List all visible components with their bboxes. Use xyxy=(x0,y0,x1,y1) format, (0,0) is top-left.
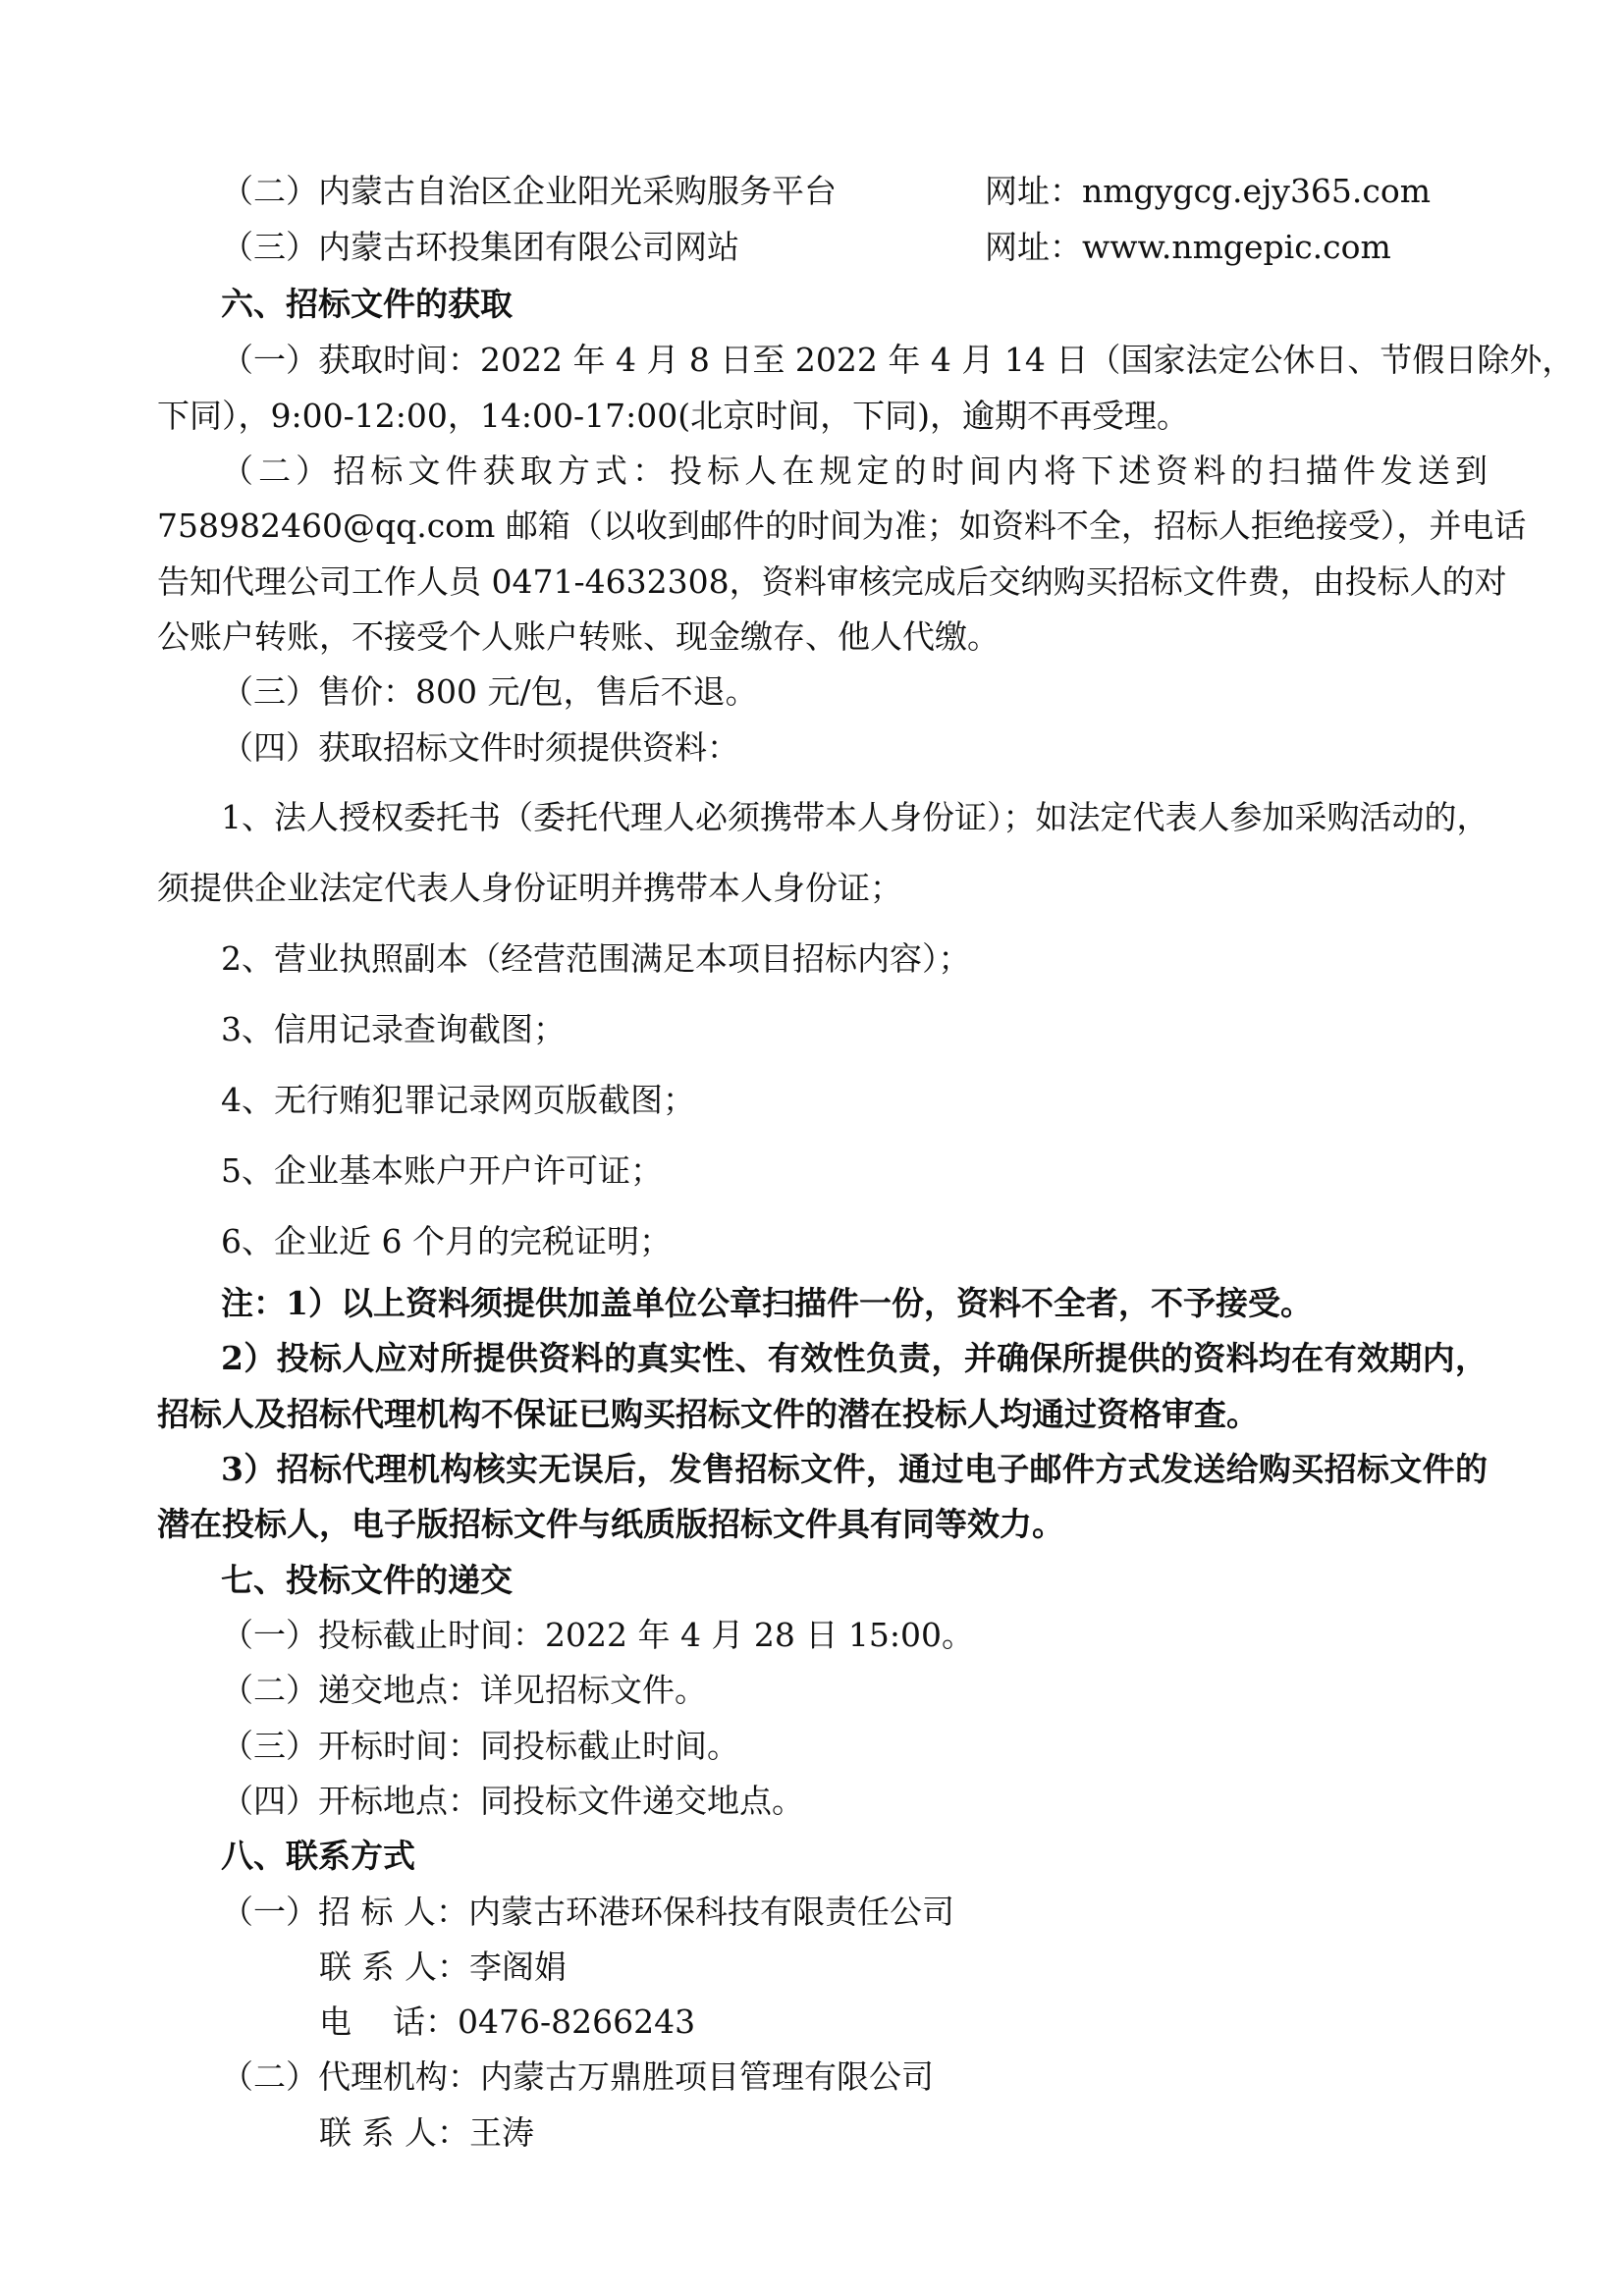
s8-phone1: 电 话：0476-8266243 xyxy=(319,2002,696,2041)
site-platform-url: 网址：nmgygcg.ejy365.com xyxy=(985,172,1432,210)
s7-open-place: （四）开标地点：同投标文件递交地点。 xyxy=(221,1782,804,1820)
s7-place: （二）递交地点：详见招标文件。 xyxy=(221,1671,707,1709)
s6-item4: 4、无行贿犯罪记录网页版截图； xyxy=(221,1081,695,1119)
s6-item2: 2、营业执照副本（经营范围满足本项目招标内容）； xyxy=(221,939,971,978)
section-7-heading: 七、投标文件的递交 xyxy=(221,1561,513,1599)
s8-contact1: 联 系 人：李阁娟 xyxy=(319,1948,567,1986)
s8-tenderer: （一）招 标 人：内蒙古环港环保科技有限责任公司 xyxy=(221,1893,954,1931)
s6-method-line3: 告知代理公司工作人员 0471-4632308，资料审核完成后交纳购买招标文件费，由投标人的对 xyxy=(157,562,1507,601)
s6-note3-line2: 潜在投标人，电子版招标文件与纸质版招标文件具有同等效力。 xyxy=(157,1505,1064,1543)
s6-item3: 3、信用记录查询截图； xyxy=(221,1010,566,1048)
s6-item1-line2: 须提供企业法定代表人身份证明并携带本人身份证； xyxy=(157,869,902,907)
s8-contact2: 联 系 人：王涛 xyxy=(319,2113,534,2152)
section-6-heading: 六、招标文件的获取 xyxy=(221,285,513,323)
s6-note3-line1: 3）招标代理机构核实无误后，发售招标文件，通过电子邮件方式发送给购买招标文件的 xyxy=(221,1450,1488,1488)
s6-item1-line1: 1、法人授权委托书（委托代理人必须携带本人身份证）；如法定代表人参加采购活动的， xyxy=(221,798,1489,836)
section-8-heading: 八、联系方式 xyxy=(221,1837,415,1875)
site-company-name: （三）内蒙古环投集团有限公司网站 xyxy=(221,228,739,266)
s6-time-line2: 下同），9:00-12:00，14:00-17:00(北京时间，下同)，逾期不再受理。 xyxy=(157,397,1189,435)
s6-item6: 6、企业近 6 个月的完税证明； xyxy=(221,1222,672,1260)
s7-deadline: （一）投标截止时间：2022 年 4 月 28 日 15:00。 xyxy=(221,1616,975,1654)
s8-agency: （二）代理机构：内蒙古万鼎胜项目管理有限公司 xyxy=(221,2057,934,2096)
s6-time-line1: （一）获取时间：2022 年 4 月 8 日至 2022 年 4 月 14 日（国家法定公休日、节假日除外， xyxy=(221,341,1575,379)
s6-method-line4: 公账户转账，不接受个人账户转账、现金缴存、他人代缴。 xyxy=(157,617,1000,656)
s6-docs-heading: （四）获取招标文件时须提供资料： xyxy=(221,728,739,767)
s7-open-time: （三）开标时间：同投标截止时间。 xyxy=(221,1727,739,1765)
s6-note1: 注：1）以上资料须提供加盖单位公章扫描件一份，资料不全者，不予接受。 xyxy=(221,1284,1313,1322)
site-platform-name: （二）内蒙古自治区企业阳光采购服务平台 xyxy=(221,172,837,210)
s6-price: （三）售价：800 元/包，售后不退。 xyxy=(221,672,758,711)
s6-note2-line2: 招标人及招标代理机构不保证已购买招标文件的潜在投标人均通过资格审查。 xyxy=(157,1395,1259,1433)
s6-method-line1: （二）招标文件获取方式：投标人在规定的时间内将下述资料的扫描件发送到 xyxy=(221,452,1488,490)
s6-item5: 5、企业基本账户开户许可证； xyxy=(221,1151,663,1190)
s6-method-line2: 758982460@qq.com 邮箱（以收到邮件的时间为准；如资料不全，招标人拒绝接受），并电话 xyxy=(157,507,1527,545)
site-company-url: 网址：www.nmgepic.com xyxy=(985,228,1391,266)
s6-note2-line1: 2）投标人应对所提供资料的真实性、有效性负责，并确保所提供的资料均在有效期内， xyxy=(221,1339,1488,1377)
